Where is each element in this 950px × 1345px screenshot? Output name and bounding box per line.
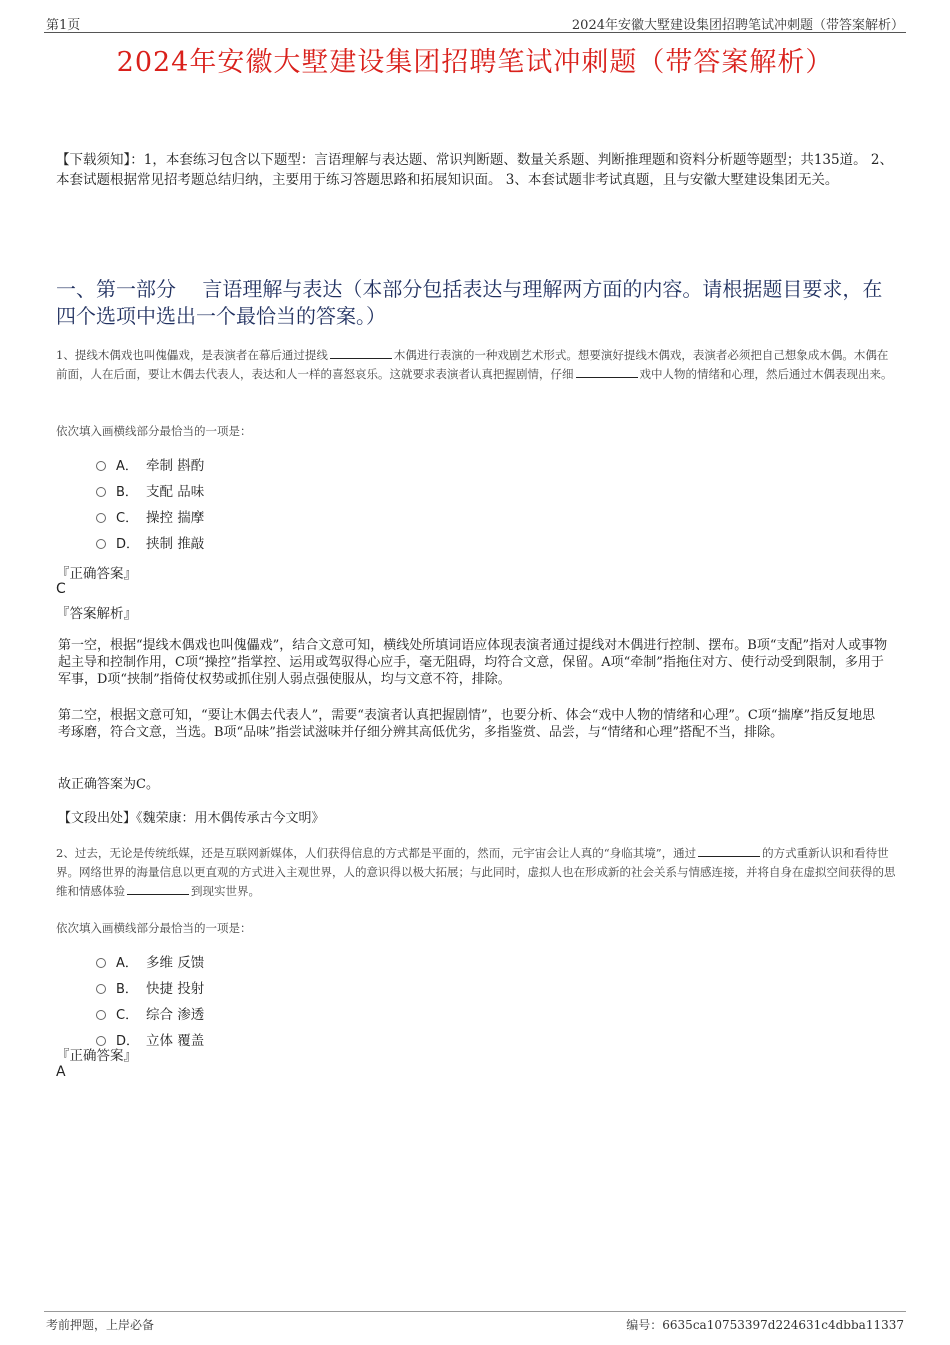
option-text: 支配 品味 bbox=[146, 484, 205, 500]
radio-icon[interactable] bbox=[96, 487, 106, 497]
document-title: 2024年安徽大墅建设集团招聘笔试冲刺题（带答案解析） bbox=[116, 47, 834, 78]
option-text: 牵制 斟酌 bbox=[146, 458, 205, 474]
fill-blank bbox=[698, 845, 760, 857]
question-2-stem bbox=[56, 844, 896, 901]
q1-analysis-label: 『答案解析』 bbox=[56, 606, 137, 622]
option-letter: D． bbox=[116, 537, 140, 552]
header-divider bbox=[44, 32, 906, 33]
q2-answer: A bbox=[56, 1064, 66, 1080]
q1-analysis-1: 第一空，根据“提线木偶戏也叫傀儡戏”，结合文意可知，横线处所填词语应体现表演者通过提线对木偶进行控制、摆布。B项“支配”指对人或事物起主导和控制作用，C项“操控”指掌控、运用或驾驭得心应手，毫无阻碍，均符合文意，保留。A项“牵制”指拖住对方、使行动受到限制，多用于军事，D项“挟制”指倚仗权势或抓住别人弱点强使服从，均与文意不符，排除。 bbox=[58, 638, 888, 687]
option-letter: B． bbox=[116, 982, 138, 997]
option-text: 综合 渗透 bbox=[146, 1007, 205, 1023]
q1-conclusion: 故正确答案为C。 bbox=[58, 777, 159, 792]
radio-icon[interactable] bbox=[96, 1010, 106, 1020]
footer-slogan: 考前押题，上岸必备 bbox=[46, 1318, 155, 1332]
q1-option-c[interactable] bbox=[96, 508, 204, 528]
radio-icon[interactable] bbox=[96, 539, 106, 549]
option-text: 挟制 推敲 bbox=[146, 536, 205, 552]
q1-analysis-2: 第二空，根据文意可知，“要让木偶去代表人”，需要“表演者认真把握剧情”，也要分析、体会“戏中人物的情绪和心理”。C项“揣摩”指反复地思考琢磨，符合文意，当选。B项“品味”指尝试滋味并仔细分辨其高低优劣，多指鉴赏、品尝，与“情绪和心理”搭配不当，排除。 bbox=[58, 708, 876, 740]
option-letter: C． bbox=[116, 511, 139, 526]
footer-doc-id: 编号：6635ca10753397d224631c4dbba11337 bbox=[626, 1318, 904, 1332]
option-text: 快捷 投射 bbox=[146, 981, 205, 997]
question-1-text-b: 木偶进行表演的一种戏剧艺术形式。想要演好提线木偶戏，表演者必须把自己想象成木偶。木偶在前面，人在后面，要让木偶去代表人，表达和人一样的喜怒哀乐。这就要求表演者认真把握剧情，仔细 bbox=[56, 348, 889, 381]
question-2-text-c: 到现实世界。 bbox=[191, 884, 260, 898]
question-1-text-a: 1、提线木偶戏也叫傀儡戏，是表演者在幕后通过提线 bbox=[56, 348, 328, 362]
option-letter: A． bbox=[116, 956, 138, 971]
question-2-prompt: 依次填入画横线部分最恰当的一项是： bbox=[56, 921, 252, 935]
q1-answer-label: 『正确答案』 bbox=[56, 566, 137, 582]
question-2-text-b: 的方式重新认识和看待世界。网络世界的海量信息以更直观的方式进入主观世界，人的意识得以极大拓展；与此同时，虚拟人也在形成新的社会关系与情感连接，并将自身在虚拟空间获得的思维和情感体验 bbox=[56, 846, 896, 898]
option-text: 多维 反馈 bbox=[146, 955, 205, 971]
section-heading: 一、第一部分 言语理解与表达（本部分包括表达与理解两方面的内容。请根据题目要求，在四个选项中选出一个最恰当的答案。） bbox=[56, 277, 883, 328]
question-1-stem bbox=[56, 346, 896, 384]
fill-blank bbox=[330, 347, 392, 359]
option-letter: D． bbox=[116, 1034, 140, 1049]
fill-blank bbox=[576, 366, 638, 378]
radio-icon[interactable] bbox=[96, 958, 106, 968]
q2-option-a[interactable] bbox=[96, 953, 204, 973]
option-letter: B． bbox=[116, 485, 138, 500]
q2-option-c[interactable] bbox=[96, 1005, 204, 1025]
option-letter: C． bbox=[116, 1008, 139, 1023]
footer-divider bbox=[44, 1311, 906, 1312]
question-2-text-a: 2、过去，无论是传统纸媒，还是互联网新媒体，人们获得信息的方式都是平面的，然而，元宇宙会让人真的“身临其境”，通过 bbox=[56, 846, 697, 860]
option-text: 立体 覆盖 bbox=[146, 1033, 205, 1049]
q1-source: 【文段出处】《魏荣康：用木偶传承古今文明》 bbox=[58, 811, 325, 826]
download-notice: 【下载须知】：1，本套练习包含以下题型：言语理解与表达题、常识判断题、数量关系题、判断推理题和资料分析题等题型；共135道。 2、本套试题根据常见招考题总结归纳，主要用于练习答题思路和拓展知识面。 3、本套试题非考试真题，且与安徽大墅建设集团无关。 bbox=[56, 152, 893, 188]
question-1-text-c: 戏中人物的情绪和心理，然后通过木偶表现出来。 bbox=[639, 367, 893, 381]
header-doc-title: 2024年安徽大墅建设集团招聘笔试冲刺题（带答案解析） bbox=[571, 18, 904, 33]
radio-icon[interactable] bbox=[96, 513, 106, 523]
radio-icon[interactable] bbox=[96, 461, 106, 471]
radio-icon[interactable] bbox=[96, 984, 106, 994]
question-1-prompt: 依次填入画横线部分最恰当的一项是： bbox=[56, 424, 252, 438]
q2-option-b[interactable] bbox=[96, 979, 204, 999]
q1-option-a[interactable] bbox=[96, 456, 204, 476]
fill-blank bbox=[127, 883, 189, 895]
page-number: 第1页 bbox=[46, 18, 81, 33]
q1-option-d[interactable] bbox=[96, 534, 204, 554]
q2-answer-label: 『正确答案』 bbox=[56, 1048, 137, 1064]
q1-option-b[interactable] bbox=[96, 482, 204, 502]
option-text: 操控 揣摩 bbox=[146, 510, 205, 526]
option-letter: A． bbox=[116, 459, 138, 474]
q1-answer: C bbox=[56, 581, 66, 597]
